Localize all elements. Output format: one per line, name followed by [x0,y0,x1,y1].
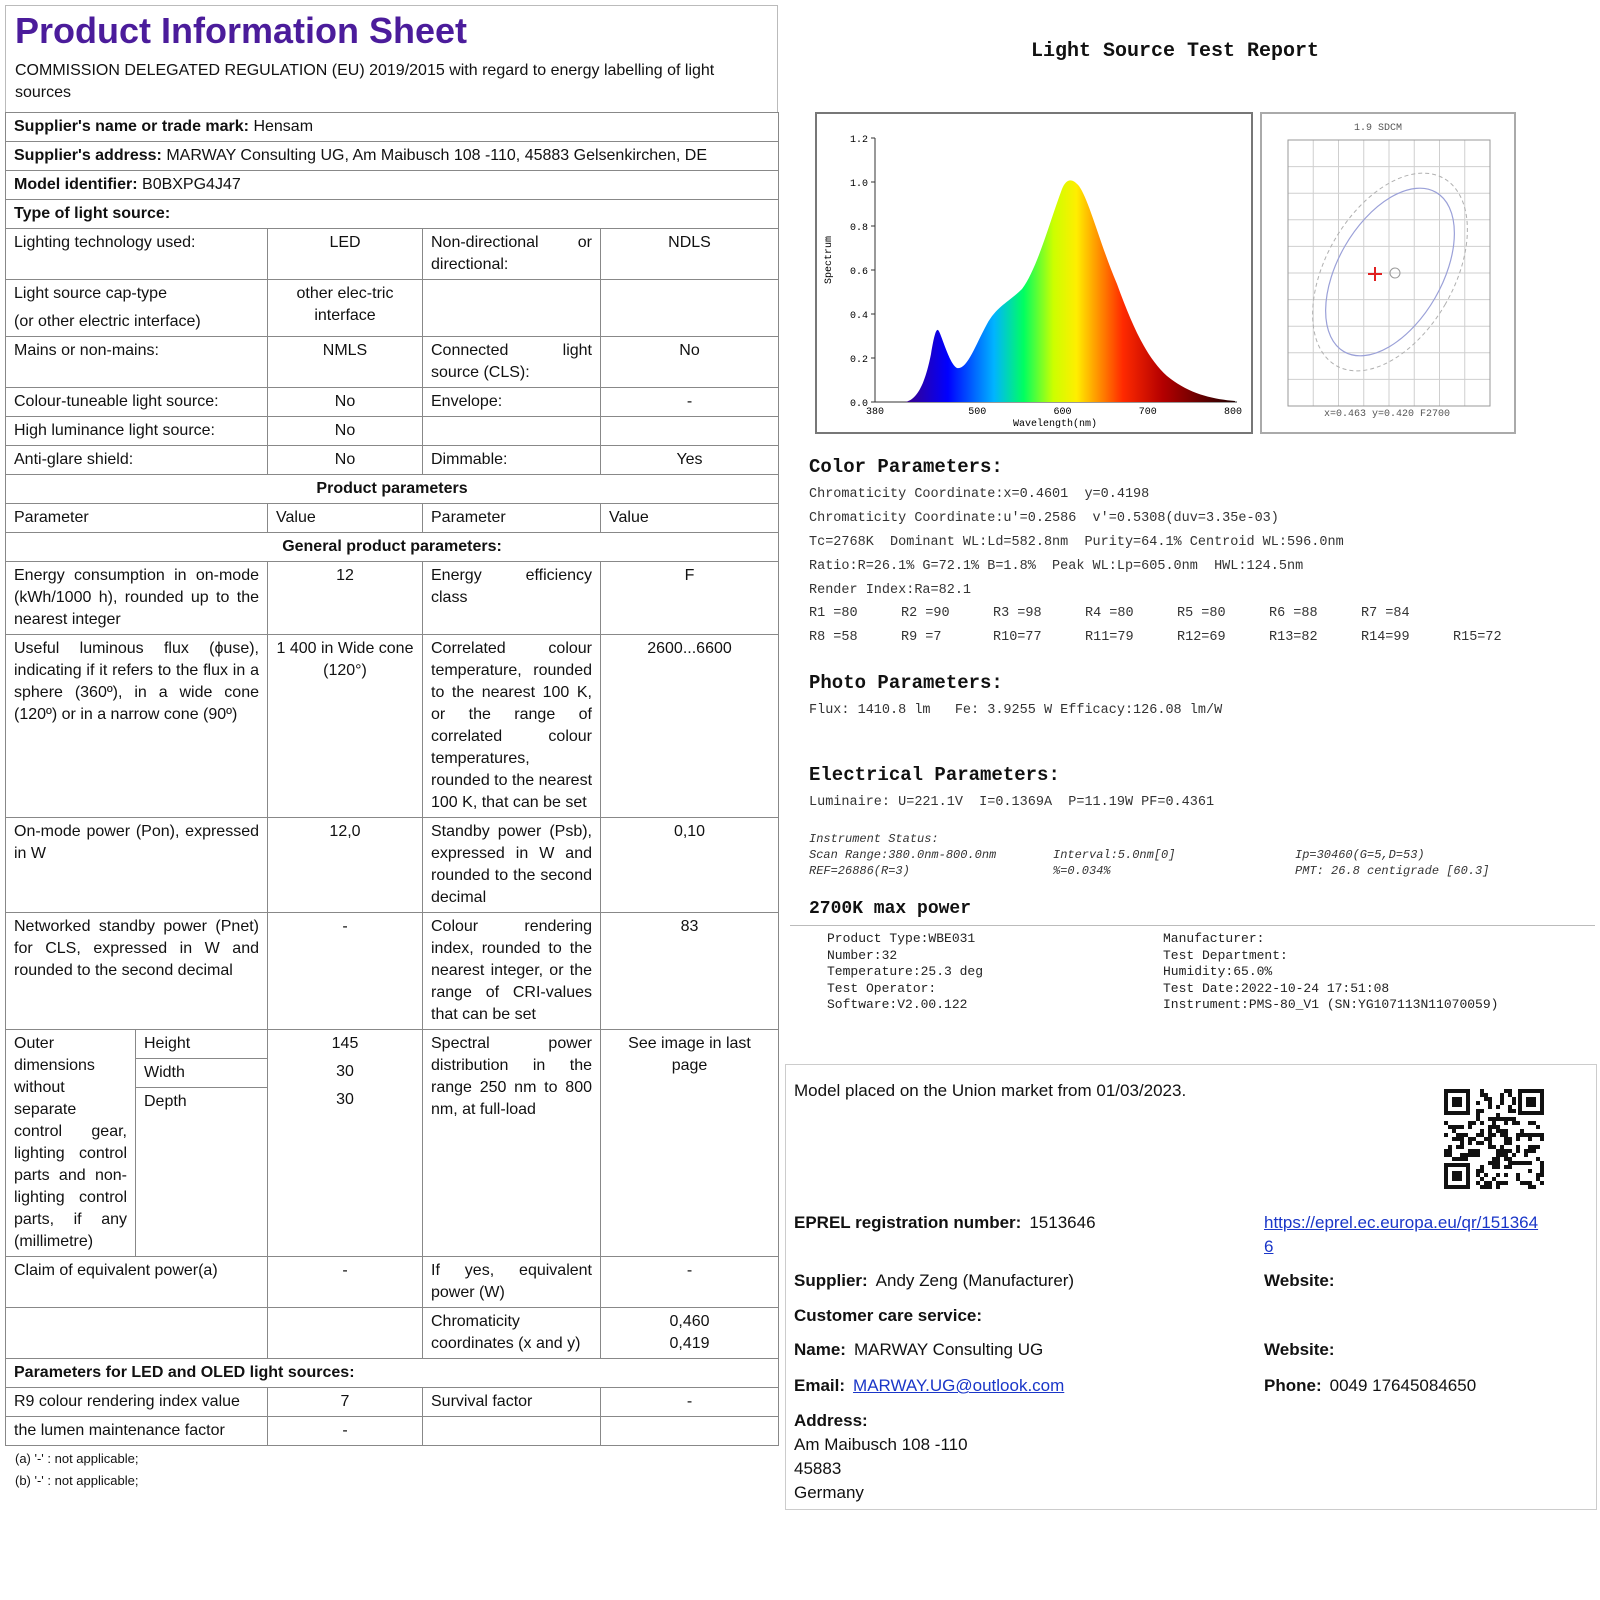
cell-label: High luminance light source: [6,417,268,446]
led-params-header: Parameters for LED and OLED light sources: [6,1359,779,1388]
cell-label: Energy consumption in on-mode (kWh/1000 h), rounded up to the nearest integer [6,562,268,635]
table-row [6,280,779,337]
table-row [6,417,779,446]
cell-value: No [268,417,423,446]
electrical-params-title: Electrical Parameters: [809,764,1060,786]
cell-label: Light source cap-type [14,285,167,302]
y-tick-label: 1.0 [849,179,868,190]
cie-footer: x=0.463 y=0.420 F2700 [1323,409,1451,420]
supplier-address: MARWAY Consulting UG, Am Maibusch 108 -110, 45883 Gelsenkirchen, DE [166,147,708,164]
supplier-line [794,1269,1074,1293]
report-title: Light Source Test Report [1030,40,1320,63]
cell-label: Non-directional or directional: [423,229,601,280]
r-value: R14=99 [1361,630,1410,645]
width-value: 30 [336,1063,354,1080]
model-label: Model identifier: [14,176,138,193]
cell-label: Claim of equivalent power(a) [6,1257,268,1308]
height-label: Height [136,1030,267,1059]
product-params-header: Product parameters [6,475,779,504]
cell-value: See image in last page [601,1030,779,1257]
cell-label: Mains or non-mains: [6,337,268,388]
col-parameter: Parameter [6,504,268,533]
chroma-x: 0,460 [669,1313,710,1330]
cell-value: other elec-tric interface [268,280,423,337]
r-value: R11=79 [1085,630,1134,645]
address-line: Germany [794,1483,864,1502]
r-value: R4 =80 [1085,606,1134,621]
r-value: R6 =88 [1269,606,1318,621]
y-tick-label: 1.2 [849,135,868,146]
table-row [6,229,779,280]
cell-value: LED [268,229,423,280]
cell-value: No [268,446,423,475]
website2-label: Website: [1264,1340,1335,1359]
cell-label: Chromaticity coordinates (x and y) [423,1308,601,1359]
cell-value: - [601,388,779,417]
divider [790,925,1595,926]
cell-label: Colour-tuneable light source: [6,388,268,417]
color-params-title: Color Parameters: [809,456,1003,478]
r-value: R2 =90 [901,606,950,621]
r-value: R7 =84 [1361,606,1410,621]
table-row [6,446,779,475]
y-ticks [850,135,875,410]
x-tick-label: 600 [1053,407,1072,418]
cell-label: Survival factor [423,1388,601,1417]
photo-params-title: Photo Parameters: [809,672,1003,694]
reg-label: EPREL registration number: [794,1213,1022,1232]
pis-table [5,112,779,1446]
y-tick-label: 0.4 [849,311,868,322]
chroma-y: 0,419 [669,1335,710,1352]
r-value: R8 =58 [809,630,858,645]
cell-value: 1 400 in Wide cone (120°) [268,635,423,818]
care-label: Customer care service: [794,1306,983,1325]
cell-label: Anti-glare shield: [6,446,268,475]
r-value: R10=77 [993,630,1042,645]
general-params-header: General product parameters: [6,533,779,562]
cell-label: If yes, equivalent power (W) [423,1257,601,1308]
color-line: Ratio:R=26.1% G=72.1% B=1.8% Peak WL:Lp=605.0nm HWL:124.5nm [809,559,1304,574]
r-values-row1 [809,606,1453,621]
supplier-value: Andy Zeng (Manufacturer) [875,1271,1075,1290]
cell-label: On-mode power (Pon), expressed in W [6,818,268,913]
instrument-col1: Scan Range:380.0nm-800.0nm REF=26886(R=3) [809,848,997,878]
address-label: Address: [794,1411,868,1430]
cell-label: Outer dimensions without separate control gear, lighting control parts and non-lighting control parts, if any (millimetre) [6,1030,136,1257]
name-value: MARWAY Consulting UG [853,1340,1044,1359]
cie-diagram [1260,112,1516,434]
y-tick-label: 0.8 [849,223,868,234]
cell-value: F [601,562,779,635]
instrument-status-label: Instrument Status: [809,832,939,846]
type-label: Type of light source: [6,200,779,229]
table-row [6,1308,779,1359]
website2-line [1264,1338,1343,1362]
color-line: Render Index:Ra=82.1 [809,583,972,598]
cell-value: 0,10 [601,818,779,913]
r-value: R9 =7 [901,630,942,645]
instrument-col2: Interval:5.0nm[0] %=0.034% [1053,848,1176,878]
address-block [794,1409,968,1505]
y-axis-label: Spectrum [824,235,835,284]
cell-value: 12 [268,562,423,635]
eprel-link[interactable]: https://eprel.ec.europa.eu/qr/1513646 [1264,1213,1539,1256]
cell-value: - [268,913,423,1030]
cell-value: No [268,388,423,417]
email-label: Email: [794,1376,846,1395]
supplier-name-label: Supplier's name or trade mark: [14,118,249,135]
reg-number: 1513646 [1029,1213,1096,1232]
x-ticks [866,407,1242,418]
y-tick-label: 0.2 [849,355,868,366]
phone-line [1264,1374,1476,1398]
depth-label: Depth [144,1093,187,1110]
table-row [6,1257,779,1308]
cell-value: - [268,1257,423,1308]
x-tick-label: 800 [1223,407,1243,418]
depth-value: 30 [336,1091,354,1108]
cell-label: Correlated colour temperature, rounded to the nearest 100 K, or the range of correlated colour temperatures, rounded to the nearest 100 K, that can be set [423,635,601,818]
meta-left: Product Type:WBE031 Number:32 Temperature:25.3 deg Test Operator: Software:V2.00.122 [827,931,984,1012]
email-link[interactable]: MARWAY.UG@outlook.com [853,1376,1065,1395]
customer-care-label [794,1304,990,1328]
x-tick-label: 700 [1138,407,1157,418]
cell-value: 12,0 [268,818,423,913]
phone-value: 0049 17645084650 [1329,1376,1477,1395]
cell-label: Networked standby power (Pnet) for CLS, expressed in W and rounded to the second decimal [6,913,268,1030]
color-line: Chromaticity Coordinate:u'=0.2586 v'=0.5308(duv=3.35e-03) [809,511,1279,526]
height-value: 145 [331,1035,359,1052]
spectrum-chart [815,112,1253,434]
color-line: Chromaticity Coordinate:x=0.4601 y=0.4198 [809,487,1150,502]
supplier-address-label: Supplier's address: [14,147,162,164]
cell-value: - [601,1257,779,1308]
cell-value: 7 [268,1388,423,1417]
electrical-line: Luminaire: U=221.1V I=0.1369A P=11.19W PF=0.4361 [809,795,1215,810]
table-row [6,388,779,417]
cell-label: Dimmable: [423,446,601,475]
r-value: R1 =80 [809,606,858,621]
supplier-name: Hensam [253,118,314,135]
cell-label: Connected light source (CLS): [423,337,601,388]
r-value: R5 =80 [1177,606,1226,621]
cell-value: No [601,337,779,388]
table-row [6,818,779,913]
y-tick-label: 0.0 [849,399,868,410]
cell-label: Envelope: [423,388,601,417]
eprel-section [785,1064,1597,1510]
table-row [6,635,779,818]
address-line: Am Maibusch 108 -110 [794,1435,968,1454]
cell-label: Energy efficiency class [423,562,601,635]
table-row [6,337,779,388]
website-line [1264,1269,1343,1293]
col-value: Value [601,504,779,533]
footnote-b: (b) '-' : not applicable; [15,1473,139,1488]
cell-value: NMLS [268,337,423,388]
table-row [6,1388,779,1417]
cell-label: Useful luminous flux (ϕuse), indicating if it refers to the flux in a sphere (360º), in a wide cone (120º) or in a narrow cone (90º) [6,635,268,818]
cell-value: NDLS [601,229,779,280]
phone-label: Phone: [1264,1376,1322,1395]
cell-label: the lumen maintenance factor [6,1417,268,1446]
col-parameter: Parameter [423,504,601,533]
cell-value: 2600...6600 [601,635,779,818]
col-value: Value [268,504,423,533]
table-row [6,562,779,635]
r-value: R12=69 [1177,630,1226,645]
cell-value: Yes [601,446,779,475]
cell-label: (or other electric interface) [14,313,201,330]
x-axis-label: Wavelength(nm) [1012,419,1098,430]
product-information-sheet [5,5,778,1490]
r-value: R3 =98 [993,606,1042,621]
regulation-text: COMMISSION DELEGATED REGULATION (EU) 2019/2015 with regard to energy labelling of light sources [5,54,778,112]
cell-label: R9 colour rendering index value [6,1388,268,1417]
r-value: R13=82 [1269,630,1318,645]
r-value: R15=72 [1453,630,1502,645]
qr-code-icon[interactable] [1442,1087,1546,1191]
address-line: 45883 [794,1459,842,1478]
sheet-title: Product Information Sheet [15,10,468,51]
cell-value: 83 [601,913,779,1030]
name-line [794,1338,1043,1362]
x-tick-label: 380 [865,407,885,418]
meta-right: Manufacturer: Test Department: Humidity:65.0% Test Date:2022-10-24 17:51:08 Instrument:PMS-80_V1 (SN:YG107113N11070059) [1163,931,1499,1012]
cell-label: Lighting technology used: [6,229,268,280]
table-row [6,1417,779,1446]
photo-line: Flux: 1410.8 lm Fe: 3.9255 W Efficacy:126.08 lm/W [809,703,1223,718]
table-row [6,913,779,1030]
market-placement: Model placed on the Union market from 01/03/2023. [794,1081,1187,1100]
x-tick-label: 500 [968,407,987,418]
table-row [6,1030,779,1257]
website-label: Website: [1264,1271,1335,1290]
cell-label: Colour rendering index, rounded to the nearest integer, or the range of CRI-values that can be set [423,913,601,1030]
eprel-link-wrap [1264,1211,1544,1259]
y-tick-label: 0.6 [849,267,868,278]
color-line: Tc=2768K Dominant WL:Ld=582.8nm Purity=64.1% Centroid WL:596.0nm [809,535,1344,550]
test-report [785,0,1600,1600]
cell-value: - [601,1388,779,1417]
cell-label: Spectral power distribution in the range 250 nm to 800 nm, at full-load [423,1030,601,1257]
model-identifier: B0BXPG4J47 [142,176,241,193]
max-power-title: 2700K max power [809,899,972,919]
email-line [794,1374,1064,1398]
cell-label: Standby power (Psb), expressed in W and rounded to the second decimal [423,818,601,913]
cie-title: 1.9 SDCM [1353,123,1403,134]
eprel-registration [794,1211,1096,1235]
spectrum-curve [905,180,1235,402]
r-values-row2 [809,630,1545,645]
instrument-col3: Ip=30460(G=5,D=53) PMT: 26.8 centigrade [60.3] [1295,848,1490,878]
footnote-a: (a) '-' : not applicable; [15,1451,139,1466]
width-label: Width [136,1059,267,1088]
supplier-label: Supplier: [794,1271,868,1290]
cell-value: - [268,1417,423,1446]
name-label: Name: [794,1340,846,1359]
